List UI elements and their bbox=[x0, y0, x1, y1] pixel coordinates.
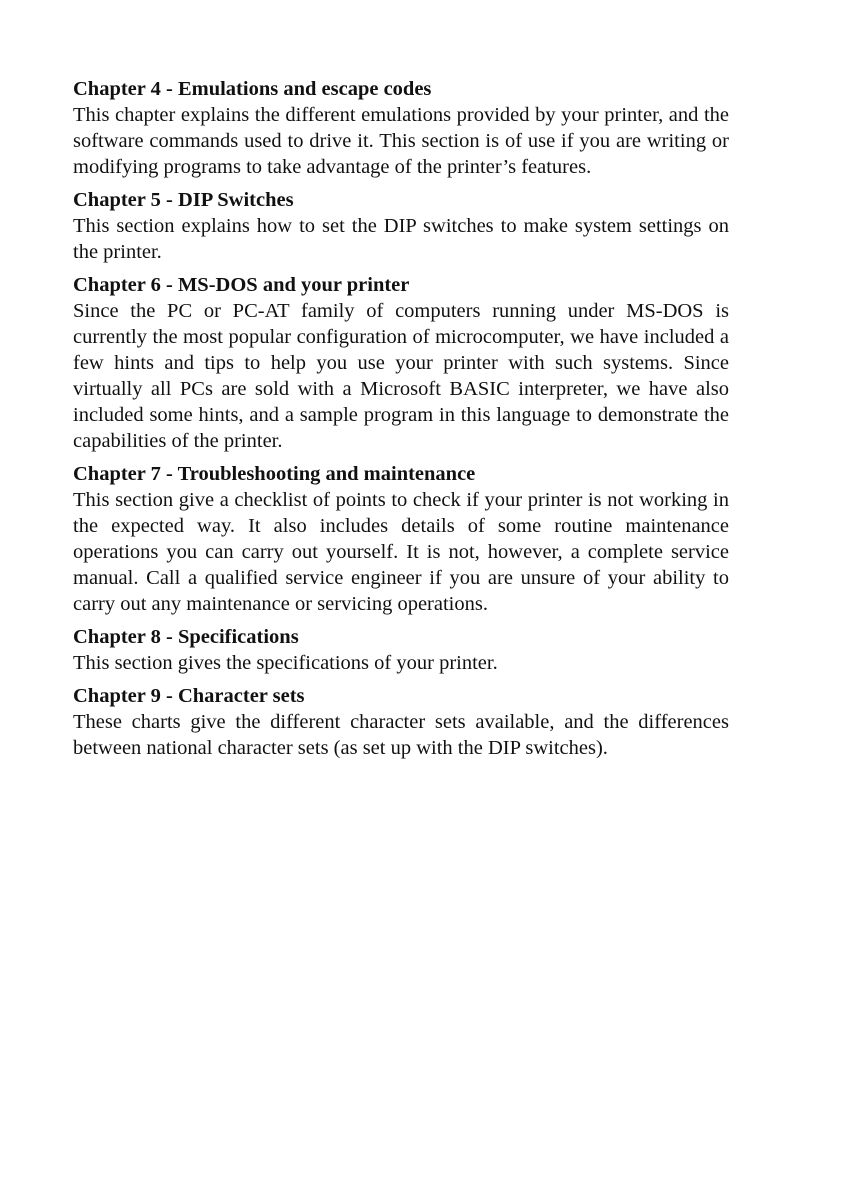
section-title: Chapter 5 - DIP Switches bbox=[73, 189, 294, 211]
section-chapter-7 bbox=[73, 461, 729, 617]
section-title: Chapter 8 - Specifications bbox=[73, 626, 299, 648]
section-chapter-8 bbox=[73, 624, 729, 676]
section-title: Chapter 4 - Emulations and escape codes bbox=[73, 78, 432, 100]
section-body: Since the PC or PC-AT family of computers running under MS-DOS is currently the most popular configuration of microcomputer, we have included a few hints and tips to help you use your printer with such systems. Since virtually all PCs are sold with a Microsoft BASIC interpreter, we have also included some hints, and a sample program in this language to demonstrate the capabilities of the printer. bbox=[73, 300, 729, 452]
section-chapter-6 bbox=[73, 272, 729, 454]
section-chapter-9 bbox=[73, 683, 729, 761]
section-body: This chapter explains the different emulations provided by your printer, and the software commands used to drive it. This section is of use if you are writing or modifying programs to take advantage of the printer’s features. bbox=[73, 104, 729, 178]
section-body: This section explains how to set the DIP switches to make system settings on the printer. bbox=[73, 215, 729, 263]
section-chapter-5 bbox=[73, 187, 729, 265]
section-body: This section give a checklist of points to check if your printer is not working in the expected way. It also includes details of some routine maintenance operations you can carry out yourself. It is not, however, a complete service manual. Call a qualified service engineer if you are unsure of your ability to carry out any maintenance or servicing operations. bbox=[73, 489, 729, 615]
section-chapter-4 bbox=[73, 76, 729, 180]
section-title: Chapter 7 - Troubleshooting and maintenance bbox=[73, 463, 476, 485]
section-title: Chapter 9 - Character sets bbox=[73, 685, 305, 707]
document-page bbox=[73, 76, 729, 768]
section-body: These charts give the different character sets available, and the differences between national character sets (as set up with the DIP switches). bbox=[73, 711, 729, 759]
section-title: Chapter 6 - MS-DOS and your printer bbox=[73, 274, 410, 296]
section-body: This section gives the specifications of your printer. bbox=[73, 652, 498, 674]
